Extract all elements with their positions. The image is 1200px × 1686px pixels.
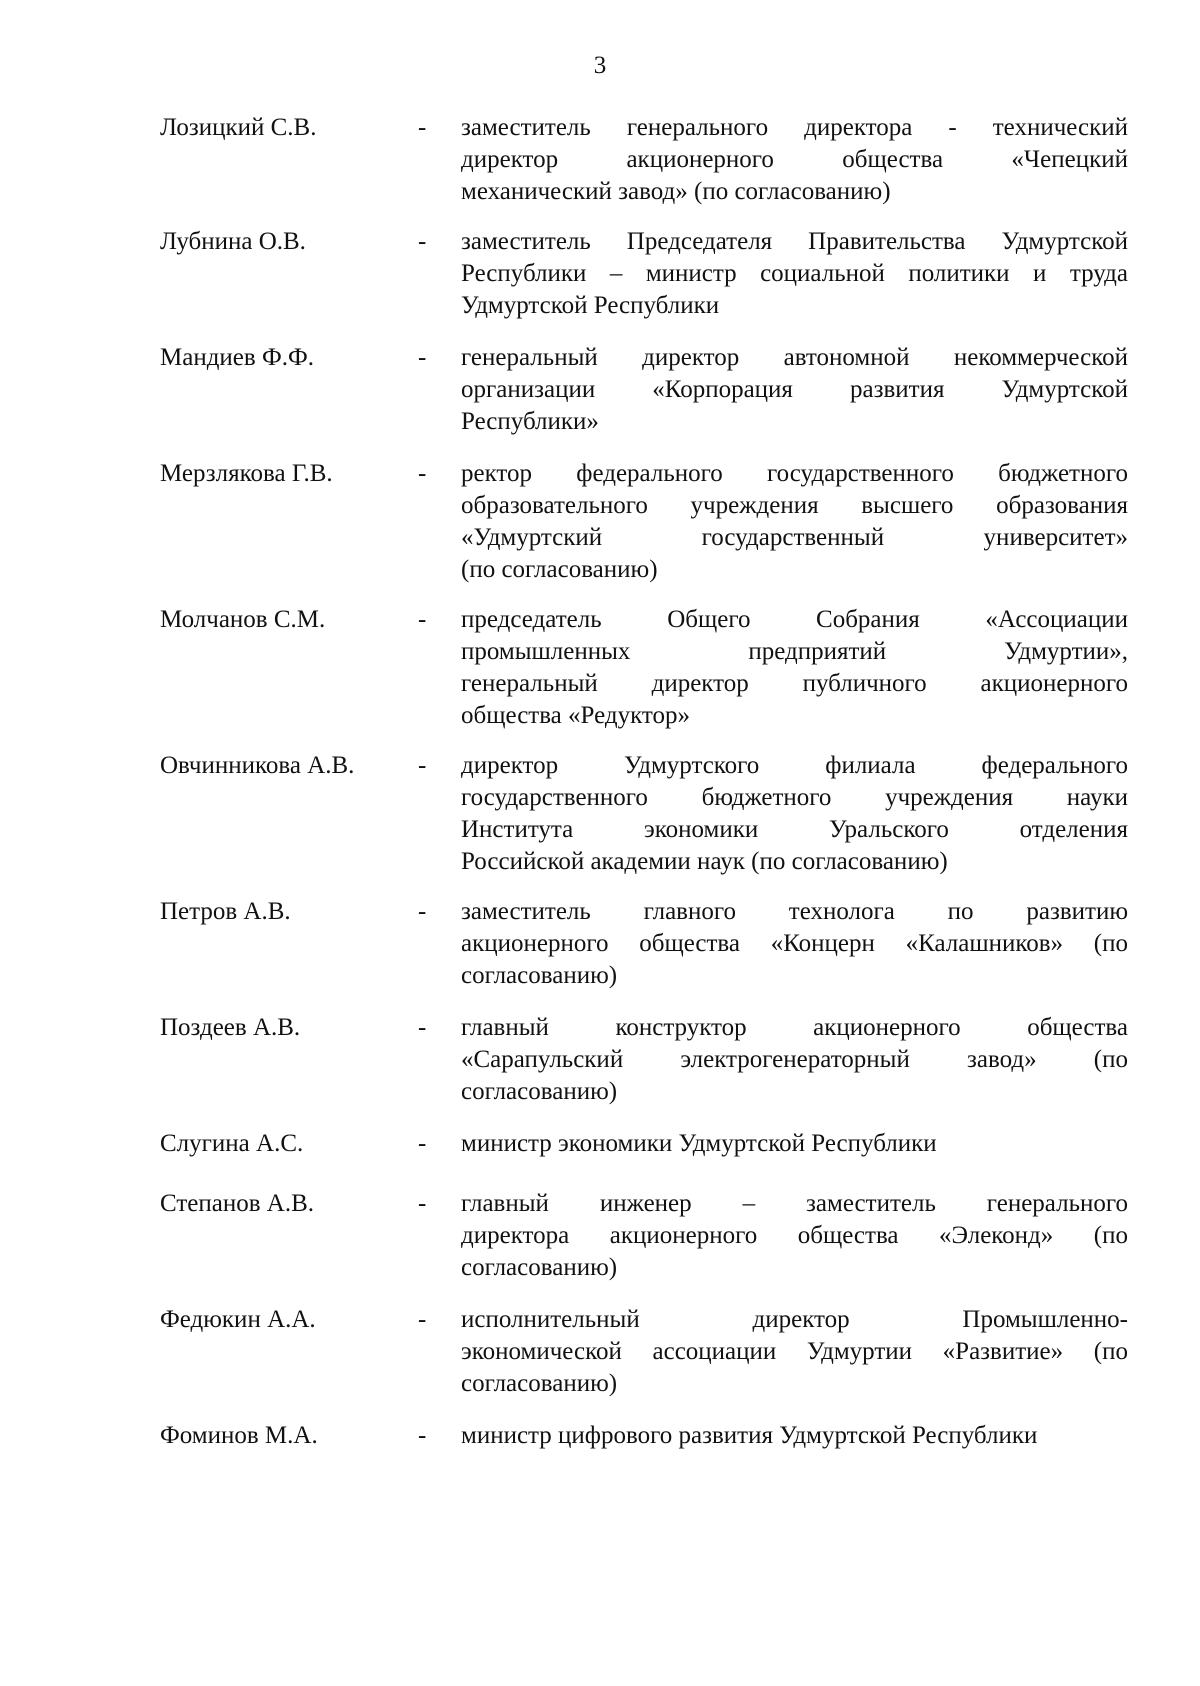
position-line: согласованию) [461,1254,618,1281]
position-line: заместитель главного технолога по развитию [461,898,1128,925]
member-position [461,1420,1128,1452]
position-line: главный конструктор акционерного общества [461,1014,1128,1041]
position-line: организации «Корпорация развития Удмуртской [461,376,1128,403]
position-line: образовательного учреждения высшего образования [461,492,1128,519]
position-line: согласованию) [461,1078,618,1105]
position-line: согласованию) [461,962,618,989]
member-position [461,458,1128,586]
position-line: Республики – министр социальной политики и труда [461,260,1128,287]
member-position [461,1012,1128,1108]
member-name: Молчанов С.М. [160,606,326,633]
separator-dash: - [418,344,427,371]
member-position [461,604,1128,732]
position-line: главный инженер – заместитель генерального [461,1190,1128,1217]
member-position [461,896,1128,992]
position-line: исполнительный директор Промышленно- [461,1306,1128,1333]
position-line: экономической ассоциации Удмуртии «Развитие» (по [461,1338,1128,1365]
member-name: Степанов А.В. [160,1190,315,1217]
separator-dash: - [418,752,427,779]
member-name: Мерзлякова Г.В. [160,460,333,487]
separator-dash: - [418,1190,427,1217]
separator-dash: - [418,1422,427,1449]
position-line: ректор федерального государственного бюджетного [461,460,1128,487]
position-line: Российской академии наук (по согласованию) [461,848,948,875]
position-line: министр экономики Удмуртской Республики [461,1130,937,1157]
position-line: заместитель Председателя Правительства Удмуртской [461,228,1128,255]
member-name: Лозицкий С.В. [160,114,317,141]
member-name: Слугина А.С. [160,1130,304,1157]
separator-dash: - [418,460,427,487]
member-name: Петров А.В. [160,898,291,925]
position-line: государственного бюджетного учреждения науки [461,784,1128,811]
position-line: директора акционерного общества «Элеконд» (по [461,1222,1128,1249]
member-position [461,750,1128,878]
position-line: председатель Общего Собрания «Ассоциации [461,606,1128,633]
position-line: промышленных предприятий Удмуртии», [461,638,1128,665]
separator-dash: - [418,114,427,141]
member-position [461,1304,1128,1400]
position-line: Удмуртской Республики [461,292,720,319]
member-name: Лубнина О.В. [160,228,306,255]
member-position [461,226,1128,322]
position-line: министр цифрового развития Удмуртской Республики [461,1422,1038,1449]
position-line: директор Удмуртского филиала федерального [461,752,1128,779]
separator-dash: - [418,1306,427,1333]
member-name: Поздеев А.В. [160,1014,301,1041]
member-name: Фоминов М.А. [160,1422,318,1449]
position-line: (по согласованию) [461,556,658,583]
position-line: генеральный директор автономной некоммерческой [461,344,1128,371]
separator-dash: - [418,898,427,925]
position-line: генеральный директор публичного акционерного [461,670,1128,697]
position-line: «Удмуртский государственный университет» [461,524,1128,551]
separator-dash: - [418,606,427,633]
separator-dash: - [418,1130,427,1157]
position-line: общества «Редуктор» [461,702,691,729]
position-line: Института экономики Уральского отделения [461,816,1128,843]
position-line: директор акционерного общества «Чепецкий [461,146,1128,173]
member-name: Мандиев Ф.Ф. [160,344,314,371]
position-line: акционерного общества «Концерн «Калашников» (по [461,930,1128,957]
position-line: Республики» [461,408,599,435]
member-position [461,342,1128,438]
member-position [461,112,1128,208]
separator-dash: - [418,228,427,255]
member-name: Федюкин А.А. [160,1306,316,1333]
page-number: 3 [593,52,607,79]
position-line: согласованию) [461,1370,618,1397]
member-position [461,1188,1128,1284]
position-line: заместитель генерального директора - технический [461,114,1128,141]
separator-dash: - [418,1014,427,1041]
position-line: «Сарапульский электрогенераторный завод» (по [461,1046,1128,1073]
member-name: Овчинникова А.В. [160,752,355,779]
member-position [461,1128,1128,1160]
position-line: механический завод» (по согласованию) [461,178,891,205]
